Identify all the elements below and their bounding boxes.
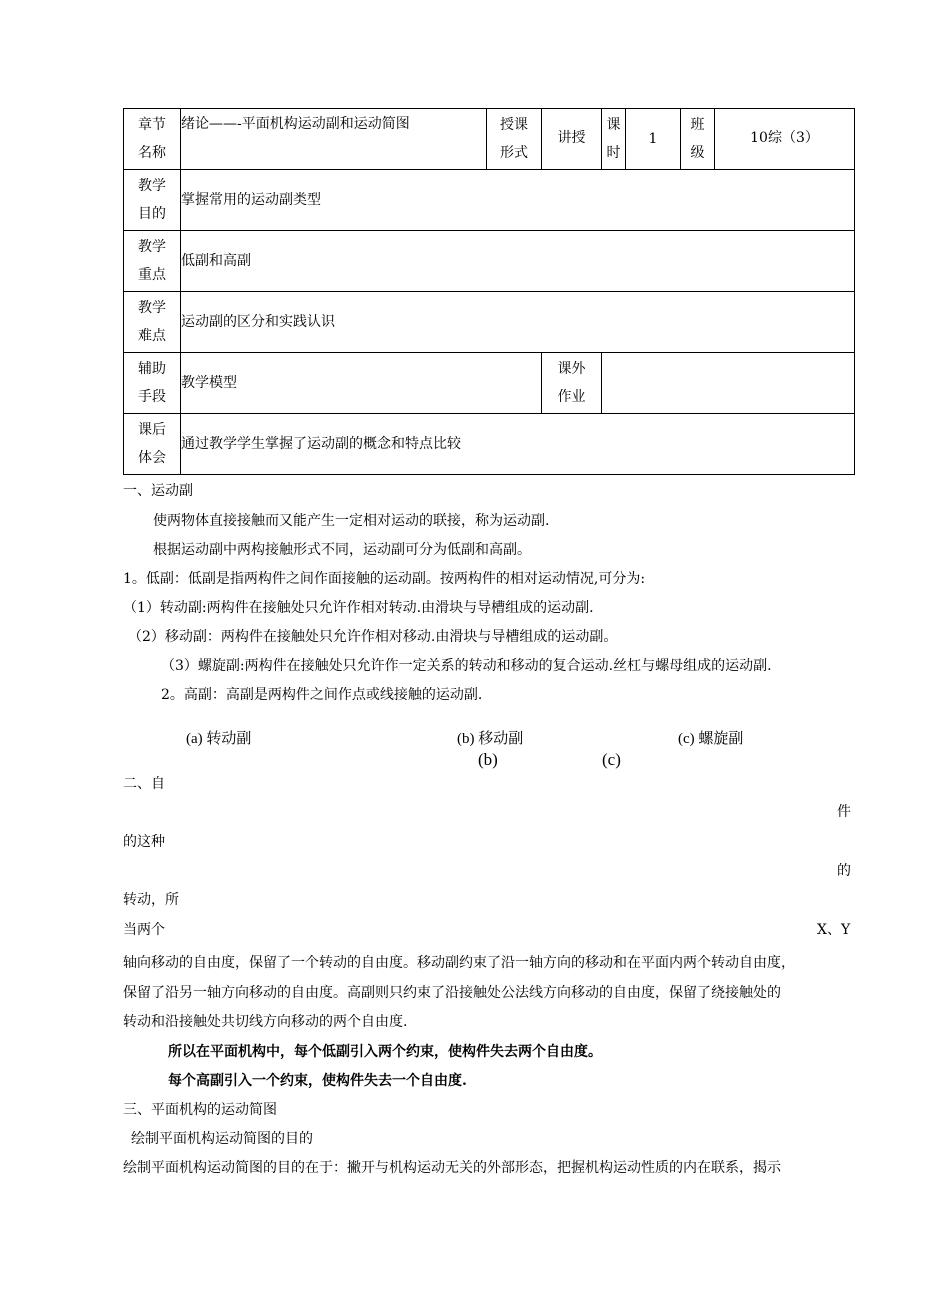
paragraph-dof-3: 转动和沿接触处共切线方向移动的两个自由度. [123,1014,408,1030]
table-row-aids [124,353,855,414]
text-fragment-right-3: 的 [837,863,851,879]
chapter-title: 绪论——-平面机构运动副和运动简图 [181,109,487,170]
hours-label: 课 时 [602,109,626,170]
paragraph-screw-pair: （3）螺旋副:两构件在接触处只允许作一定关系的转动和移动的复合运动.丝杠与螺母组成的运动副. [161,658,772,674]
text-fragment-left-2: 的这种 [123,834,165,850]
figure-label-c: (c) [602,750,621,769]
text-fragment-left-5: 当两个 [123,922,165,938]
difficulty-label: 教学 难点 [124,292,181,353]
class-label: 班 级 [681,109,715,170]
figure-label-b: (b) [478,750,498,769]
paragraph-purpose: 绘制平面机构运动简图的目的在于：撇开与机构运动无关的外部形态，把握机构运动性质的内在联系，揭示 [123,1160,781,1176]
aids-value: 教学模型 [181,353,542,414]
text-fragment-left-4: 转动，所 [123,892,179,908]
paragraph-definition: 使两物体直接接触而又能产生一定相对运动的联接，称为运动副. [153,513,550,529]
table-row-reflection [124,414,855,475]
reflection-value: 通过教学学生掌握了运动副的概念和特点比较 [181,414,855,475]
objective-label: 教学 目的 [124,170,181,231]
lesson-info-table [123,108,855,475]
paragraph-purpose-title: 绘制平面机构运动简图的目的 [131,1131,313,1147]
section-heading-dof-fragment: 二、自 [123,776,165,792]
reflection-label: 课后 体会 [124,414,181,475]
paragraph-dof-1: 轴向移动的自由度，保留了一个转动的自由度。移动副约束了沿一轴方向的移动和在平面内两个转动自由度， [123,955,795,971]
chapter-label: 章节 名称 [124,109,181,170]
bold-statement-lower: 所以在平面机构中，每个低副引入两个约束，使构件失去两个自由度。 [168,1044,602,1060]
paragraph-dof-2: 保留了沿另一轴方向移动的自由度。高副则只约束了沿接触处公法线方向移动的自由度，保留了绕接触处的 [123,985,781,1001]
section-heading-joints: 一、运动副 [123,483,193,499]
paragraph-higher-pair: 2。高副：高副是两构件之间作点或线接触的运动副. [161,687,483,703]
figure-caption-c: (c) 螺旋副 [678,731,744,747]
figure-caption-b: (b) 移动副 [457,731,524,747]
figure-caption-a: (a) 转动副 [186,731,252,747]
objective-value: 掌握常用的运动副类型 [181,170,855,231]
aids-label: 辅助 手段 [124,353,181,414]
keypoint-label: 教学 重点 [124,231,181,292]
class-value: 10综（3） [715,109,855,170]
paragraph-lower-pair: 1。低副：低副是指两构件之间作面接触的运动副。按两构件的相对运动情况,可分为: [123,571,646,587]
paragraph-prismatic-pair: （2）移动副：两构件在接触处只允许作相对移动.由滑块与导槽组成的运动副。 [128,629,618,645]
difficulty-value: 运动副的区分和实践认识 [181,292,855,353]
homework-value [602,353,855,414]
section-heading-diagram: 三、平面机构的运动简图 [123,1102,277,1118]
text-fragment-right-5: X、Y [817,922,851,938]
table-row-difficulty [124,292,855,353]
homework-label: 课外 作业 [542,353,602,414]
hours-value: 1 [626,109,681,170]
bold-statement-higher: 每个高副引入一个约束，使构件失去一个自由度. [168,1073,467,1089]
teaching-mode-value: 讲授 [542,109,602,170]
table-row-objective [124,170,855,231]
text-fragment-right-1: 件 [837,804,851,820]
table-row-keypoint [124,231,855,292]
keypoint-value: 低副和高副 [181,231,855,292]
table-row-chapter [124,109,855,170]
paragraph-classification: 根据运动副中两构接触形式不同，运动副可分为低副和高副。 [153,542,531,558]
teaching-mode-label: 授课 形式 [487,109,542,170]
paragraph-revolute-pair: （1）转动副:两构件在接触处只允许作相对转动.由滑块与导槽组成的运动副. [123,600,594,616]
